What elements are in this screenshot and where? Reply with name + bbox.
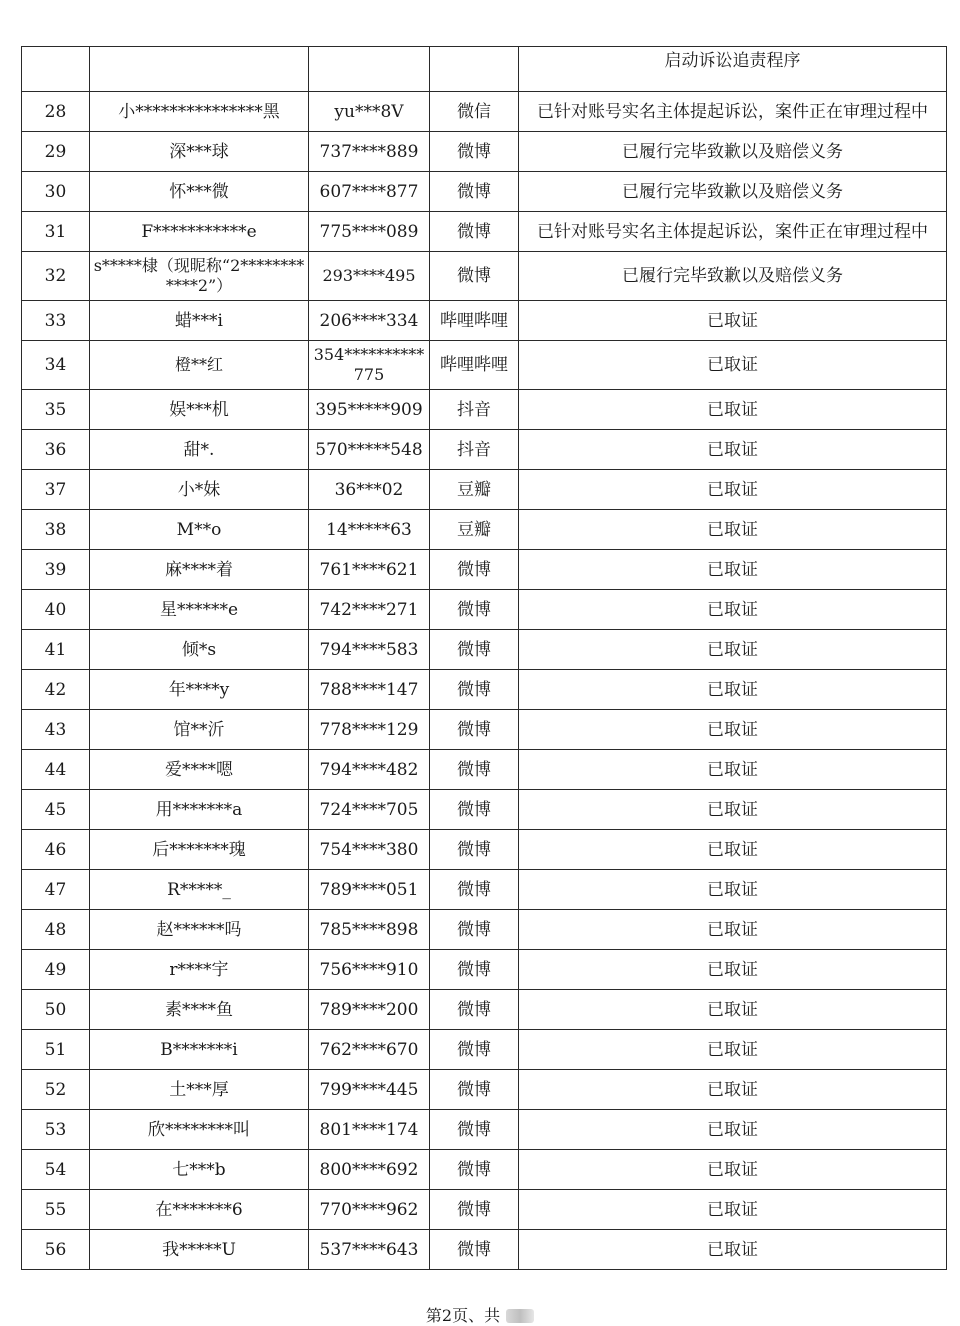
cell-id: 756****910	[309, 950, 430, 990]
table-row	[22, 390, 947, 430]
cell-name	[90, 47, 309, 92]
table-row	[22, 1190, 947, 1230]
table-row	[22, 1030, 947, 1070]
cell-platform: 微博	[430, 172, 519, 212]
cell-platform: 微博	[430, 910, 519, 950]
cell-name: 小*妹	[90, 470, 309, 510]
cell-status: 已取证	[519, 990, 947, 1030]
cell-no: 51	[22, 1030, 90, 1070]
cell-no: 38	[22, 510, 90, 550]
table-row	[22, 341, 947, 390]
cell-no: 45	[22, 790, 90, 830]
cell-no: 49	[22, 950, 90, 990]
cell-name: 土***厚	[90, 1070, 309, 1110]
cell-no: 33	[22, 301, 90, 341]
cell-id: 742****271	[309, 590, 430, 630]
cell-id: 395*****909	[309, 390, 430, 430]
cell-no: 34	[22, 341, 90, 390]
cell-platform: 微博	[430, 1150, 519, 1190]
cell-name: 后*******瑰	[90, 830, 309, 870]
cell-platform: 微博	[430, 1070, 519, 1110]
table-row	[22, 301, 947, 341]
cell-name: 在*******6	[90, 1190, 309, 1230]
cell-platform: 微博	[430, 990, 519, 1030]
table-row	[22, 252, 947, 301]
cell-name: 星******e	[90, 590, 309, 630]
cell-platform: 微博	[430, 212, 519, 252]
table-row	[22, 870, 947, 910]
cell-status: 已取证	[519, 301, 947, 341]
cell-name: R*****_	[90, 870, 309, 910]
cell-platform: 微博	[430, 252, 519, 301]
table-row	[22, 1150, 947, 1190]
table-row	[22, 92, 947, 132]
cell-no: 36	[22, 430, 90, 470]
cell-platform: 微信	[430, 92, 519, 132]
table-row	[22, 212, 947, 252]
cell-status: 已取证	[519, 1150, 947, 1190]
table-row	[22, 172, 947, 212]
cell-name: F***********e	[90, 212, 309, 252]
cell-name: 蜡***i	[90, 301, 309, 341]
cell-platform: 微博	[430, 1190, 519, 1230]
cell-status: 已取证	[519, 670, 947, 710]
cell-status: 已取证	[519, 1230, 947, 1270]
cell-id: 799****445	[309, 1070, 430, 1110]
cell-no: 37	[22, 470, 90, 510]
cell-platform: 微博	[430, 1030, 519, 1070]
cell-name: 怀***微	[90, 172, 309, 212]
cell-name: 深***球	[90, 132, 309, 172]
cell-name: 倾*s	[90, 630, 309, 670]
cell-no: 32	[22, 252, 90, 301]
cell-name: 麻****着	[90, 550, 309, 590]
cell-no: 48	[22, 910, 90, 950]
table-row	[22, 470, 947, 510]
cell-id: 778****129	[309, 710, 430, 750]
cell-platform: 微博	[430, 950, 519, 990]
cell-platform: 豆瓣	[430, 470, 519, 510]
cell-no: 46	[22, 830, 90, 870]
cell-status: 已取证	[519, 630, 947, 670]
table-row	[22, 750, 947, 790]
cell-no: 54	[22, 1150, 90, 1190]
cell-no: 50	[22, 990, 90, 1030]
cell-name: 我*****U	[90, 1230, 309, 1270]
cell-status: 已取证	[519, 430, 947, 470]
cell-status: 已取证	[519, 1110, 947, 1150]
cell-no: 43	[22, 710, 90, 750]
cell-id: 801****174	[309, 1110, 430, 1150]
cell-platform: 微博	[430, 630, 519, 670]
table-row	[22, 790, 947, 830]
cell-name: 欣********叫	[90, 1110, 309, 1150]
cell-id: 761****621	[309, 550, 430, 590]
cell-no: 55	[22, 1190, 90, 1230]
cell-status: 启动诉讼追责程序	[519, 47, 947, 92]
table-row	[22, 1230, 947, 1270]
cell-id: 607****877	[309, 172, 430, 212]
cell-id: 789****051	[309, 870, 430, 910]
cell-platform: 微博	[430, 590, 519, 630]
cell-platform: 微博	[430, 710, 519, 750]
cell-status: 已针对账号实名主体提起诉讼，案件正在审理过程中	[519, 92, 947, 132]
cell-status: 已取证	[519, 910, 947, 950]
cell-id: 537****643	[309, 1230, 430, 1270]
cell-id: 762****670	[309, 1030, 430, 1070]
cell-status: 已取证	[519, 341, 947, 390]
cell-no: 28	[22, 92, 90, 132]
cell-platform: 微博	[430, 1110, 519, 1150]
cell-id: 737****889	[309, 132, 430, 172]
table-row	[22, 630, 947, 670]
cell-platform: 微博	[430, 550, 519, 590]
table-row	[22, 550, 947, 590]
cell-name: r****宇	[90, 950, 309, 990]
table-row-continuation	[22, 47, 947, 92]
cell-name: B*******i	[90, 1030, 309, 1070]
cell-id: 14*****63	[309, 510, 430, 550]
cell-platform: 哔哩哔哩	[430, 341, 519, 390]
cell-name: 用*******a	[90, 790, 309, 830]
cell-status: 已取证	[519, 950, 947, 990]
cell-name: 娱***机	[90, 390, 309, 430]
cell-no: 40	[22, 590, 90, 630]
cell-platform: 哔哩哔哩	[430, 301, 519, 341]
table-row	[22, 132, 947, 172]
cell-status: 已取证	[519, 870, 947, 910]
table-row	[22, 1070, 947, 1110]
cell-name: 赵******吗	[90, 910, 309, 950]
cell-platform: 豆瓣	[430, 510, 519, 550]
cell-id: 789****200	[309, 990, 430, 1030]
cell-no: 41	[22, 630, 90, 670]
cell-status: 已履行完毕致歉以及赔偿义务	[519, 172, 947, 212]
cell-no: 30	[22, 172, 90, 212]
cell-no: 29	[22, 132, 90, 172]
page-footer	[0, 1303, 960, 1326]
cell-id: 293****495	[309, 252, 430, 301]
cell-id: 775****089	[309, 212, 430, 252]
page-number-label: 第2页、共	[425, 1306, 501, 1325]
cell-no: 31	[22, 212, 90, 252]
cell-no: 52	[22, 1070, 90, 1110]
table-row	[22, 910, 947, 950]
cell-no: 47	[22, 870, 90, 910]
cell-id: 206****334	[309, 301, 430, 341]
cell-status: 已取证	[519, 470, 947, 510]
cell-status: 已取证	[519, 550, 947, 590]
cell-status: 已取证	[519, 510, 947, 550]
cell-status: 已取证	[519, 1190, 947, 1230]
cell-id: 800****692	[309, 1150, 430, 1190]
table-body	[22, 47, 947, 1270]
cell-status: 已针对账号实名主体提起诉讼，案件正在审理过程中	[519, 212, 947, 252]
cell-status: 已取证	[519, 710, 947, 750]
table-row	[22, 510, 947, 550]
cell-id: 754****380	[309, 830, 430, 870]
cell-name: 甜*.	[90, 430, 309, 470]
table-row	[22, 1110, 947, 1150]
cell-status: 已取证	[519, 1070, 947, 1110]
cell-id: yu***8V	[309, 92, 430, 132]
cell-name: s*****棣（现昵称“2************2”）	[90, 252, 309, 301]
cell-name: 七***b	[90, 1150, 309, 1190]
cell-platform: 抖音	[430, 390, 519, 430]
cell-name: 橙**红	[90, 341, 309, 390]
cell-status: 已取证	[519, 590, 947, 630]
cell-name: 爱****嗯	[90, 750, 309, 790]
cell-id: 36***02	[309, 470, 430, 510]
cell-platform: 微博	[430, 1230, 519, 1270]
cell-no: 44	[22, 750, 90, 790]
cell-platform: 抖音	[430, 430, 519, 470]
table-row	[22, 590, 947, 630]
cell-no: 53	[22, 1110, 90, 1150]
cell-id: 788****147	[309, 670, 430, 710]
cell-platform: 微博	[430, 132, 519, 172]
table-row	[22, 430, 947, 470]
cell-no: 56	[22, 1230, 90, 1270]
cell-name: 馆**沂	[90, 710, 309, 750]
cell-name: 小***************黑	[90, 92, 309, 132]
cell-name: 年****y	[90, 670, 309, 710]
cell-status: 已取证	[519, 750, 947, 790]
cell-no: 35	[22, 390, 90, 430]
cell-status: 已取证	[519, 1030, 947, 1070]
cell-platform: 微博	[430, 670, 519, 710]
cell-id	[309, 47, 430, 92]
cell-platform: 微博	[430, 830, 519, 870]
cell-status: 已履行完毕致歉以及赔偿义务	[519, 252, 947, 301]
cell-id: 570*****548	[309, 430, 430, 470]
cell-no: 39	[22, 550, 90, 590]
table-row	[22, 830, 947, 870]
cell-id: 724****705	[309, 790, 430, 830]
cell-id: 785****898	[309, 910, 430, 950]
cell-name: M**o	[90, 510, 309, 550]
table-row	[22, 950, 947, 990]
cell-name: 素****鱼	[90, 990, 309, 1030]
cell-id: 794****583	[309, 630, 430, 670]
cell-platform	[430, 47, 519, 92]
cell-status: 已取证	[519, 790, 947, 830]
table-row	[22, 710, 947, 750]
infringement-record-table	[21, 46, 947, 1270]
cell-status: 已取证	[519, 830, 947, 870]
table-row	[22, 990, 947, 1030]
cell-platform: 微博	[430, 870, 519, 910]
table-row	[22, 670, 947, 710]
cell-platform: 微博	[430, 750, 519, 790]
cell-no	[22, 47, 90, 92]
cell-platform: 微博	[430, 790, 519, 830]
cell-status: 已取证	[519, 390, 947, 430]
cell-status: 已履行完毕致歉以及赔偿义务	[519, 132, 947, 172]
cell-id: 354**********775	[309, 341, 430, 390]
cell-id: 794****482	[309, 750, 430, 790]
cell-no: 42	[22, 670, 90, 710]
cell-id: 770****962	[309, 1190, 430, 1230]
